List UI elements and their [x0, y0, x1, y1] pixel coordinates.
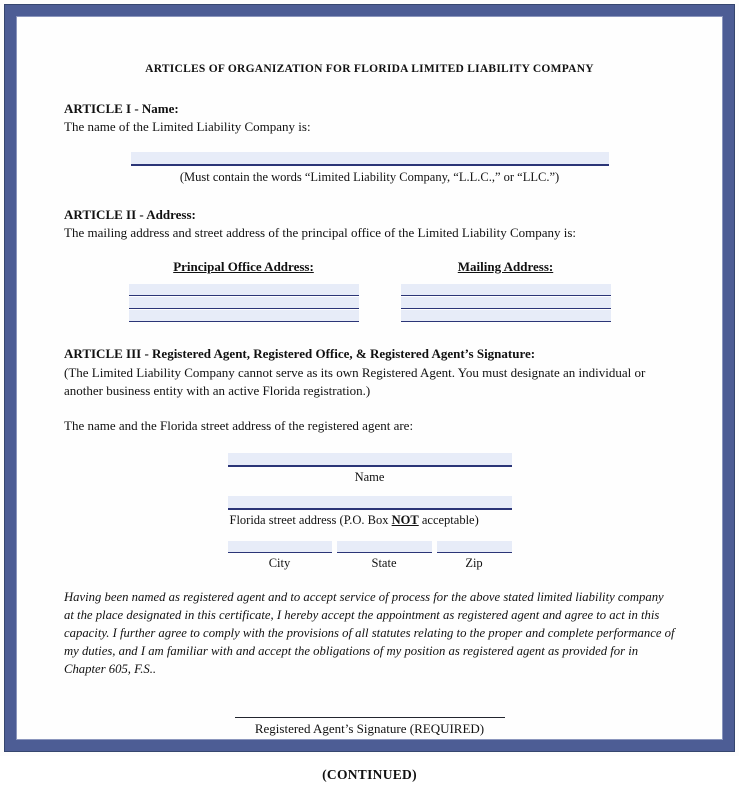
registered-agent-name-field[interactable] [228, 453, 512, 467]
city-field[interactable] [228, 541, 332, 553]
mailing-address-header: Mailing Address: [457, 258, 554, 274]
company-name-hint: (Must contain the words “Limited Liability Company, “L.L.C.,” or “LLC.”) [179, 169, 560, 184]
article-2-intro: The mailing address and street address of the principal office of the Limited Liability Company is: [64, 224, 577, 240]
registered-agent-signature-label: Registered Agent’s Signature (REQUIRED) [254, 721, 485, 737]
signature-block [64, 704, 675, 738]
address-label-post: acceptable) [418, 512, 479, 527]
article-2-section [64, 206, 675, 323]
mailing-address-column [401, 258, 611, 323]
zip-field[interactable] [437, 541, 512, 553]
article-3-section [64, 345, 675, 739]
city-label: City [268, 556, 291, 571]
principal-address-line-3[interactable] [129, 310, 359, 322]
company-name-field[interactable] [131, 152, 609, 166]
principal-office-header: Principal Office Address: [173, 258, 314, 274]
state-field[interactable] [337, 541, 432, 553]
article-3-heading: ARTICLE III - Registered Agent, Registered Office, & Registered Agent’s Signature: [64, 345, 536, 361]
mailing-address-line-1[interactable] [401, 284, 611, 296]
zip-label: Zip [465, 556, 483, 571]
principal-office-column [129, 258, 359, 323]
mailing-address-line-3[interactable] [401, 310, 611, 322]
article-1-section [64, 100, 675, 186]
registered-agent-name-label: Name [354, 469, 385, 484]
registered-agent-affidavit: Having been named as registered agent and to accept service of process for the above stated limited liability company at the place designated in this certificate, I hereby accept the appointment as registered agent and agree to act in this capacity. I further agree to comply with the provisions of all statutes relating to the proper and complete performance of my duties, and I am familiar with and accept the obligations of my position as registered agent as provided for in Chapter 605, F.S.. [64, 590, 675, 677]
registered-agent-address-label [228, 512, 512, 529]
registered-agent-address-field[interactable] [228, 496, 512, 510]
state-label: State [371, 556, 397, 571]
address-label-not: NOT [391, 512, 419, 527]
registered-agent-signature-line[interactable] [235, 704, 505, 718]
document-frame [5, 5, 734, 783]
principal-address-line-1[interactable] [129, 284, 359, 296]
principal-address-line-2[interactable] [129, 297, 359, 309]
address-label-pre: Florida street address (P.O. Box [229, 512, 392, 527]
article-2-heading: ARTICLE II - Address: [64, 206, 196, 222]
article-1-intro: The name of the Limited Liability Company is: [64, 118, 311, 134]
article-3-intro: The name and the Florida street address of the registered agent are: [64, 417, 414, 433]
document-title: ARTICLES OF ORGANIZATION FOR FLORIDA LIMITED LIABILITY COMPANY [145, 63, 594, 75]
mailing-address-line-2[interactable] [401, 297, 611, 309]
continued-label: (CONTINUED) [322, 767, 417, 783]
article-1-heading: ARTICLE I - Name: [64, 100, 179, 116]
document-content [16, 16, 723, 785]
article-3-note: (The Limited Liability Company cannot serve as its own Registered Agent. You must designate an individual or another business entity with an active Florida registration.) [64, 364, 646, 398]
